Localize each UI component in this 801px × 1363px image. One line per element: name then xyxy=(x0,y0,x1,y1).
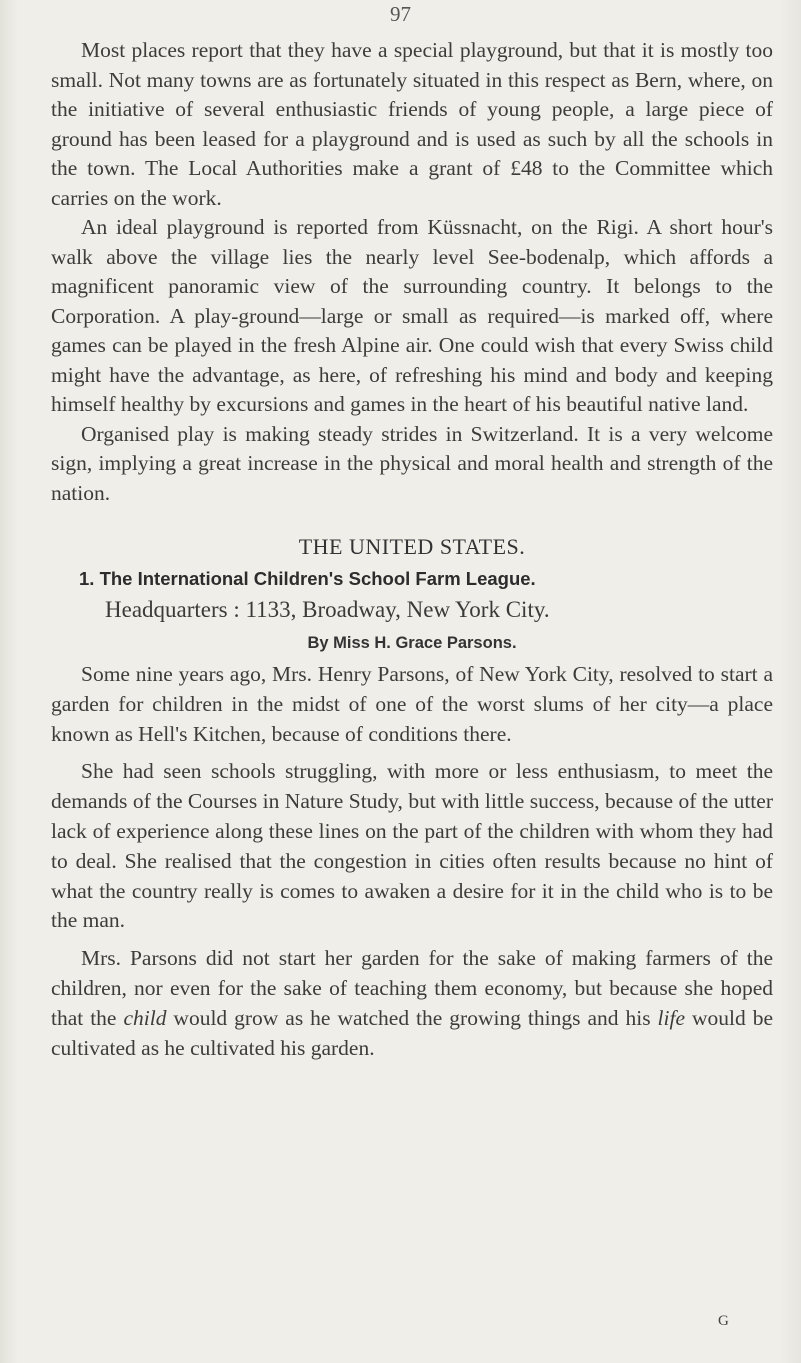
entry-heading: 1. The International Children's School Farm League. xyxy=(79,568,536,589)
page-number: 97 xyxy=(390,2,411,26)
italic-word-life: life xyxy=(657,1005,686,1030)
byline: By Miss H. Grace Parsons. xyxy=(307,634,517,652)
headquarters-line: Headquarters : 1133, Broadway, New York City. xyxy=(105,597,550,622)
text-column xyxy=(51,36,773,1063)
paragraph-nature-study: She had seen schools struggling, with more or less enthusiasm, to meet the demands of the Courses in Nature Study, but with little success, because of the utter lack of experience along these lines on the part of the children with whom they had to deal. She realised that the congestion in cities often results because no hint of what the country really is comes to awaken a desire for it in the child who is to be the man. xyxy=(51,759,773,933)
paragraph-hells-kitchen: Some nine years ago, Mrs. Henry Parsons, of New York City, resolved to start a garden for children in the midst of one of the worst slums of her city—a place known as Hell's Kitchen, because of conditions there. xyxy=(51,662,773,746)
paragraph-text: would grow as he watched the growing things and his xyxy=(166,1005,658,1030)
italic-word-child: child xyxy=(123,1005,167,1030)
paragraph-garden-purpose xyxy=(51,944,773,1063)
section-title: THE UNITED STATES. xyxy=(298,534,526,559)
paragraph-text: would be cultivated as he cultivated his garden. xyxy=(51,1005,774,1060)
paragraph-organised-play: Organised play is making steady strides in Switzerland. It is a very welcome sign, implying a great increase in the physical and moral health and strength of the nation. xyxy=(51,421,773,505)
signature-mark: G xyxy=(718,1313,729,1329)
paragraph-kussnacht: An ideal playground is reported from Küssnacht, on the Rigi. A short hour's walk above the village lies the nearly level See-bodenalp, which affords a magnificent panoramic view of the surrounding country. It belongs to the Corporation. A play-ground—large or small as required—is marked off, where games can be played in the fresh Alpine air. One could wish that every Swiss child might have the advantage, as here, of refreshing his mind and body and keeping himself healthy by excursions and games in the heart of his beautiful native land. xyxy=(51,215,773,416)
paragraph-bern-playground: Most places report that they have a special playground, but that it is mostly too small. Not many towns are as fortunately situated in this respect as Bern, where, on the initiative of several enthusiastic friends of young people, a large piece of ground has been leased for a playground and is used as such by all the schools in the town. The Local Authorities make a grant of £48 to the Committee which carries on the work. xyxy=(51,38,773,210)
paragraph-text: Mrs. Parsons did not start her garden for the sake of making farmers of the children, nor even for the sake of teaching them economy, but because she hoped that the xyxy=(51,946,773,1030)
